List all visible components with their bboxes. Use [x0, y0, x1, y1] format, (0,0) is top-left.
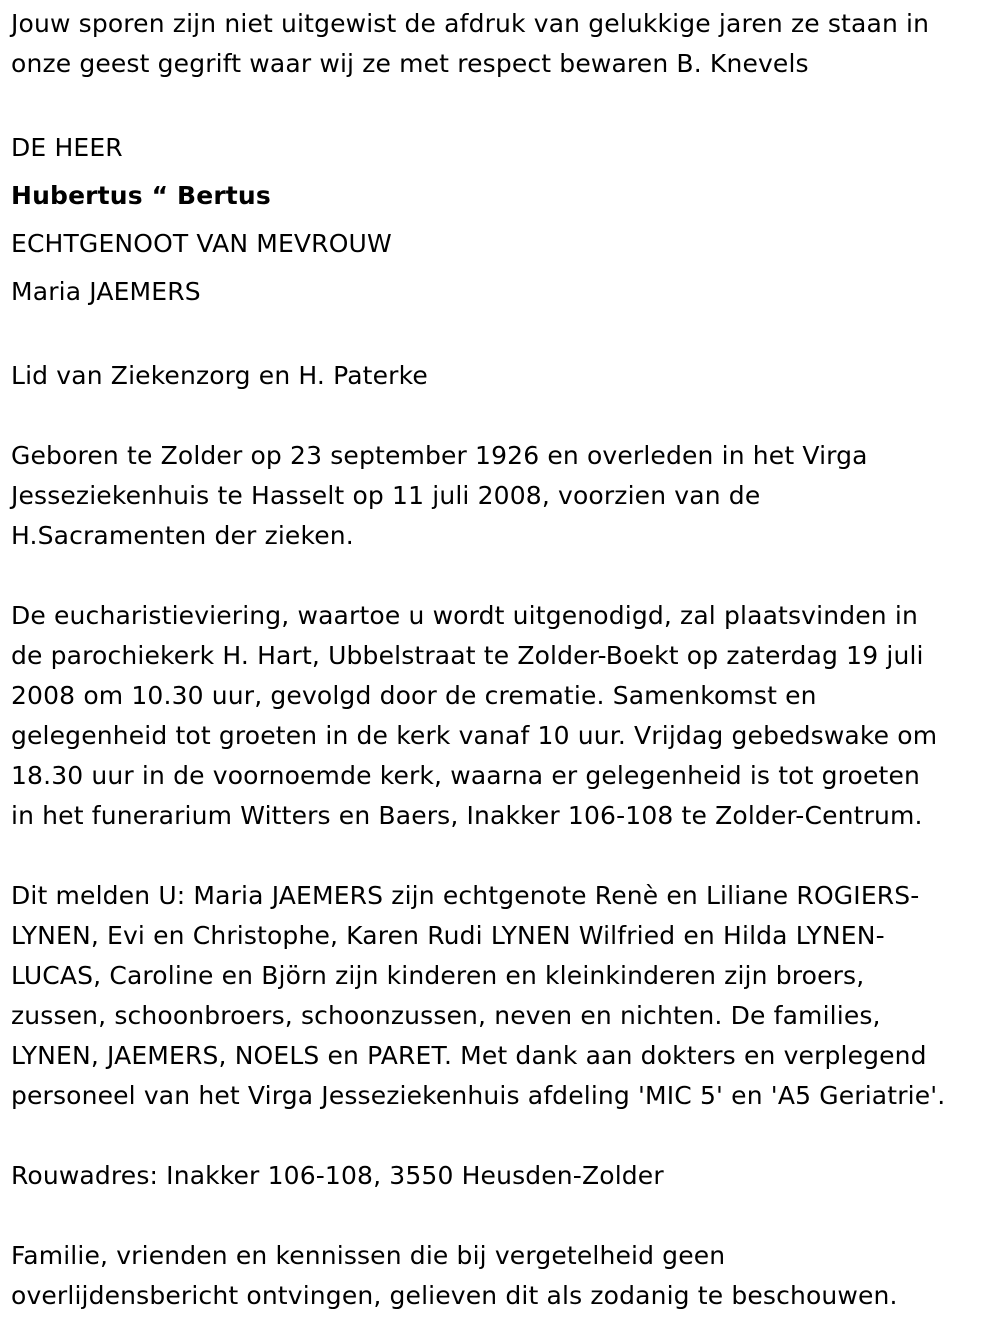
ceremony-line: de parochiekerk H. Hart, Ubbelstraat te Zolder-Boekt op zaterdag 19 juli [11, 641, 924, 670]
announcement-line: LUCAS, Caroline en Björn zijn kinderen en kleinkinderen zijn broers, [11, 961, 865, 990]
ceremony-line: gelegenheid tot groeten in de kerk vanaf 10 uur. Vrijdag gebedswake om [11, 721, 938, 750]
ceremony-line: 2008 om 10.30 uur, gevolgd door de crematie. Samenkomst en [11, 681, 817, 710]
obituary-document [11, 4, 991, 1316]
announcement-line: LYNEN, Evi en Christophe, Karen Rudi LYNEN Wilfried en Hilda LYNEN- [11, 921, 885, 950]
announcement-line: zussen, schoonbroers, schoonzussen, neven en nichten. De families, [11, 1001, 881, 1030]
closing-section [11, 1236, 991, 1316]
ceremony-line: 18.30 uur in de voornoemde kerk, waarna er gelegenheid is tot groeten [11, 761, 920, 790]
birth-death-line: Geboren te Zolder op 23 september 1926 en overleden in het Virga [11, 441, 868, 470]
birth-death-line: H.Sacramenten der zieken. [11, 521, 354, 550]
closing-line: Familie, vrienden en kennissen die bij vergetelheid geen [11, 1241, 726, 1270]
ceremony-line: in het funerarium Witters en Baers, Inakker 106-108 te Zolder-Centrum. [11, 801, 923, 830]
ceremony-line: De eucharistieviering, waartoe u wordt uitgenodigd, zal plaatsvinden in [11, 601, 918, 630]
birth-death-section [11, 436, 991, 556]
closing-line: overlijdensbericht ontvingen, gelieven dit als zodanig te beschouwen. [11, 1281, 898, 1310]
deceased-header [11, 124, 991, 316]
spouse-name: Maria JAEMERS [11, 277, 201, 306]
announcement-line: personeel van het Virga Jesseziekenhuis afdeling 'MIC 5' en 'A5 Geriatrie'. [11, 1081, 946, 1110]
relation-label: ECHTGENOOT VAN MEVROUW [11, 229, 392, 258]
address-section [11, 1156, 991, 1196]
deceased-name: Hubertus “ Bertus [11, 181, 271, 210]
memorial-quote [11, 4, 991, 84]
announcement-section [11, 876, 991, 1116]
announcement-line: LYNEN, JAEMERS, NOELS en PARET. Met dank aan dokters en verplegend [11, 1041, 927, 1070]
birth-death-line: Jesseziekenhuis te Hasselt op 11 juli 2008, voorzien van de [11, 481, 761, 510]
ceremony-section [11, 596, 991, 836]
membership-section [11, 356, 991, 396]
announcement-line: Dit melden U: Maria JAEMERS zijn echtgenote Renè en Liliane ROGIERS- [11, 881, 920, 910]
quote-line: Jouw sporen zijn niet uitgewist de afdruk van gelukkige jaren ze staan in [11, 9, 930, 38]
quote-line: onze geest gegrift waar wij ze met respect bewaren B. Knevels [11, 49, 809, 78]
membership-text: Lid van Ziekenzorg en H. Paterke [11, 361, 428, 390]
mourning-address: Rouwadres: Inakker 106-108, 3550 Heusden-Zolder [11, 1161, 664, 1190]
title-de-heer: DE HEER [11, 133, 123, 162]
